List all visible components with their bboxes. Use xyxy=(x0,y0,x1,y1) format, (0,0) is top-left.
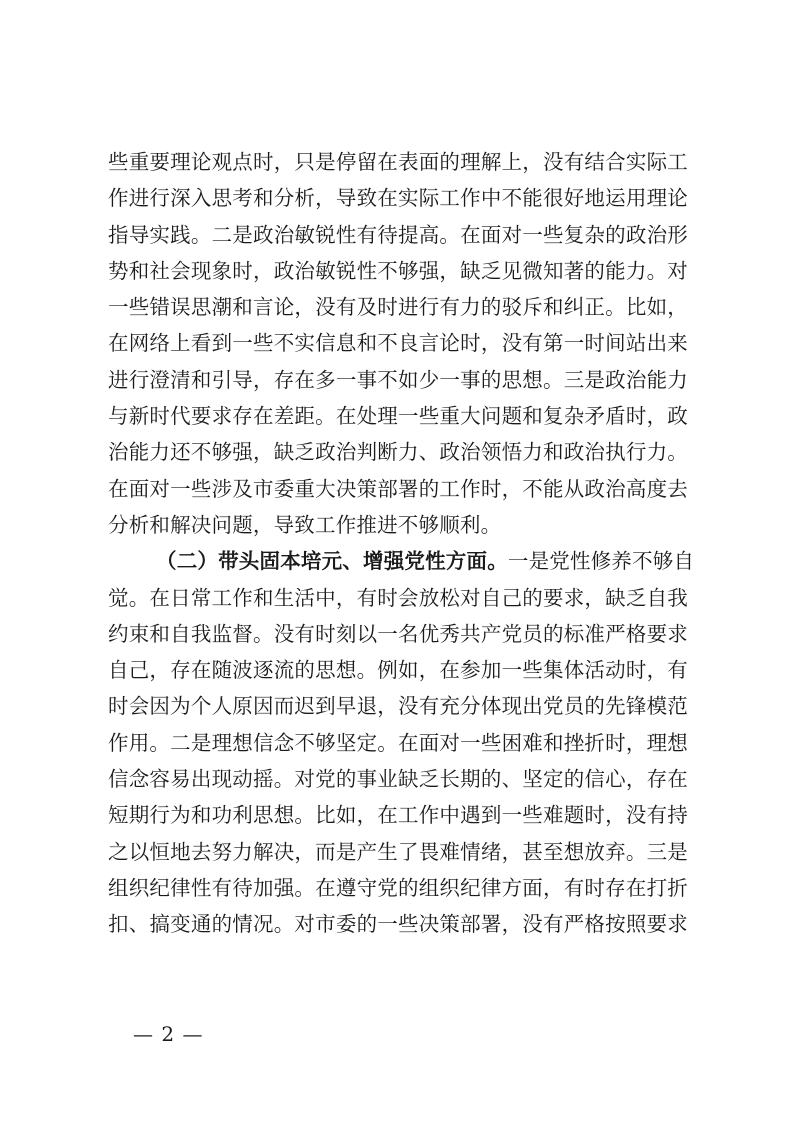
paragraph-line: 在面对一些涉及市委重大决策部署的工作时，不能从政治高度去 xyxy=(108,476,688,501)
paragraph-line: 势和社会现象时，政治敏锐性不够强，缺乏见微知著的能力。对 xyxy=(108,258,688,283)
paragraph-line: 作用。二是理想信念不够坚定。在面对一些困难和挫折时，理想 xyxy=(108,730,688,755)
paragraph-line: 治能力还不够强，缺乏政治判断力、政治领悟力和政治执行力。 xyxy=(108,440,688,465)
paragraph-line: 约束和自我监督。没有时刻以一名优秀共产党员的标准严格要求 xyxy=(108,621,688,646)
paragraph-line: 之以恒地去努力解决，而是产生了畏难情绪，甚至想放弃。三是 xyxy=(108,839,688,864)
paragraph-line: 一些错误思潮和言论，没有及时进行有力的驳斥和纠正。比如， xyxy=(108,295,688,320)
paragraph-line: 时会因为个人原因而迟到早退，没有充分体现出党员的先锋模范 xyxy=(108,694,688,719)
body-text xyxy=(108,144,695,943)
paragraph-line: 作进行深入思考和分析，导致在实际工作中不能很好地运用理论 xyxy=(108,186,688,211)
page-number: — 2 — xyxy=(133,1022,204,1046)
section-heading: （二）带头固本培元、增强党性方面。 xyxy=(156,549,508,574)
paragraph-line: 与新时代要求存在差距。在处理一些重大问题和复杂矛盾时，政 xyxy=(108,404,688,429)
paragraph-line: 指导实践。二是政治敏锐性有待提高。在面对一些复杂的政治形 xyxy=(108,222,688,247)
paragraph-line: 信念容易出现动摇。对党的事业缺乏长期的、坚定的信心，存在 xyxy=(108,767,688,792)
paragraph-line: 在网络上看到一些不实信息和不良言论时，没有第一时间站出来 xyxy=(108,331,688,356)
paragraph-line: 自己，存在随波逐流的思想。例如，在参加一些集体活动时，有 xyxy=(108,658,688,683)
paragraph-line: 组织纪律性有待加强。在遵守党的组织纪律方面，有时存在打折 xyxy=(108,875,688,900)
paragraph-line: 进行澄清和引导，存在多一事不如少一事的思想。三是政治能力 xyxy=(108,367,688,392)
paragraph-line: 短期行为和功利思想。比如，在工作中遇到一些难题时，没有持 xyxy=(108,803,688,828)
paragraph-line: 扣、搞变通的情况。对市委的一些决策部署，没有严格按照要求 xyxy=(108,912,688,937)
paragraph-line: 分析和解决问题，导致工作推进不够顺利。 xyxy=(108,512,502,537)
paragraph-line: 觉。在日常工作和生活中，有时会放松对自己的要求，缺乏自我 xyxy=(108,585,688,610)
paragraph-line: 些重要理论观点时，只是停留在表面的理解上，没有结合实际工 xyxy=(108,150,688,174)
section-heading-line xyxy=(108,543,695,579)
section-heading-continuation: 一是党性修养不够自 xyxy=(507,549,695,574)
